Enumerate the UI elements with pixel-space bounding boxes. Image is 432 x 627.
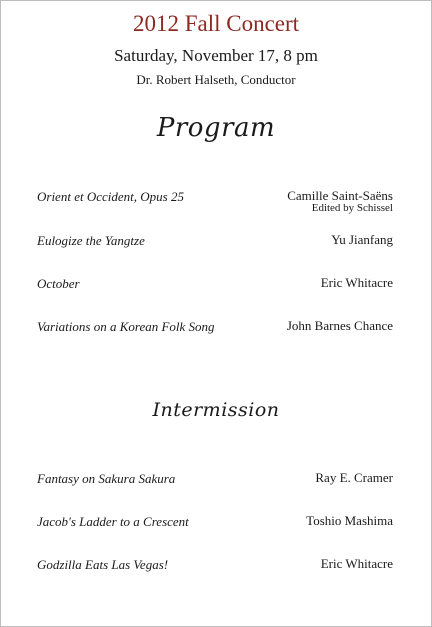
- piece-title: Eulogize the Yangtze: [37, 233, 145, 248]
- conductor-line: Dr. Robert Halseth, Conductor: [136, 72, 296, 87]
- piece-title: Jacob's Ladder to a Crescent: [37, 514, 189, 529]
- program-row: [37, 557, 393, 589]
- composer-name: Eric Whitacre: [320, 275, 393, 290]
- program-row: [37, 276, 393, 308]
- piece-title: Godzilla Eats Las Vegas!: [37, 557, 169, 572]
- composer-name: Yu Jianfang: [331, 232, 393, 247]
- piece-title: Variations on a Korean Folk Song: [37, 319, 215, 334]
- concert-date: Saturday, November 17, 8 pm: [114, 46, 318, 65]
- program-row: [37, 233, 393, 265]
- program-row: [37, 189, 393, 221]
- composer-name: John Barnes Chance: [286, 318, 393, 333]
- program-heading: Program: [156, 113, 276, 143]
- composer-name-text: Camille Saint-Saëns: [287, 188, 393, 203]
- program-row: [37, 471, 393, 503]
- piece-title: Orient et Occident, Opus 25: [37, 189, 184, 204]
- composer-name: [287, 189, 393, 214]
- composer-name: Ray E. Cramer: [315, 470, 393, 485]
- composer-name: Eric Whitacre: [320, 556, 393, 571]
- intermission-heading: Intermission: [152, 399, 280, 421]
- program-row: [37, 514, 393, 546]
- composer-name: Toshio Mashima: [306, 513, 393, 528]
- piece-title: Fantasy on Sakura Sakura: [37, 471, 176, 486]
- editor-note: Edited by Schissel: [311, 202, 393, 214]
- program-row: [37, 319, 393, 351]
- piece-title: October: [37, 276, 80, 291]
- concert-title: 2012 Fall Concert: [132, 11, 300, 36]
